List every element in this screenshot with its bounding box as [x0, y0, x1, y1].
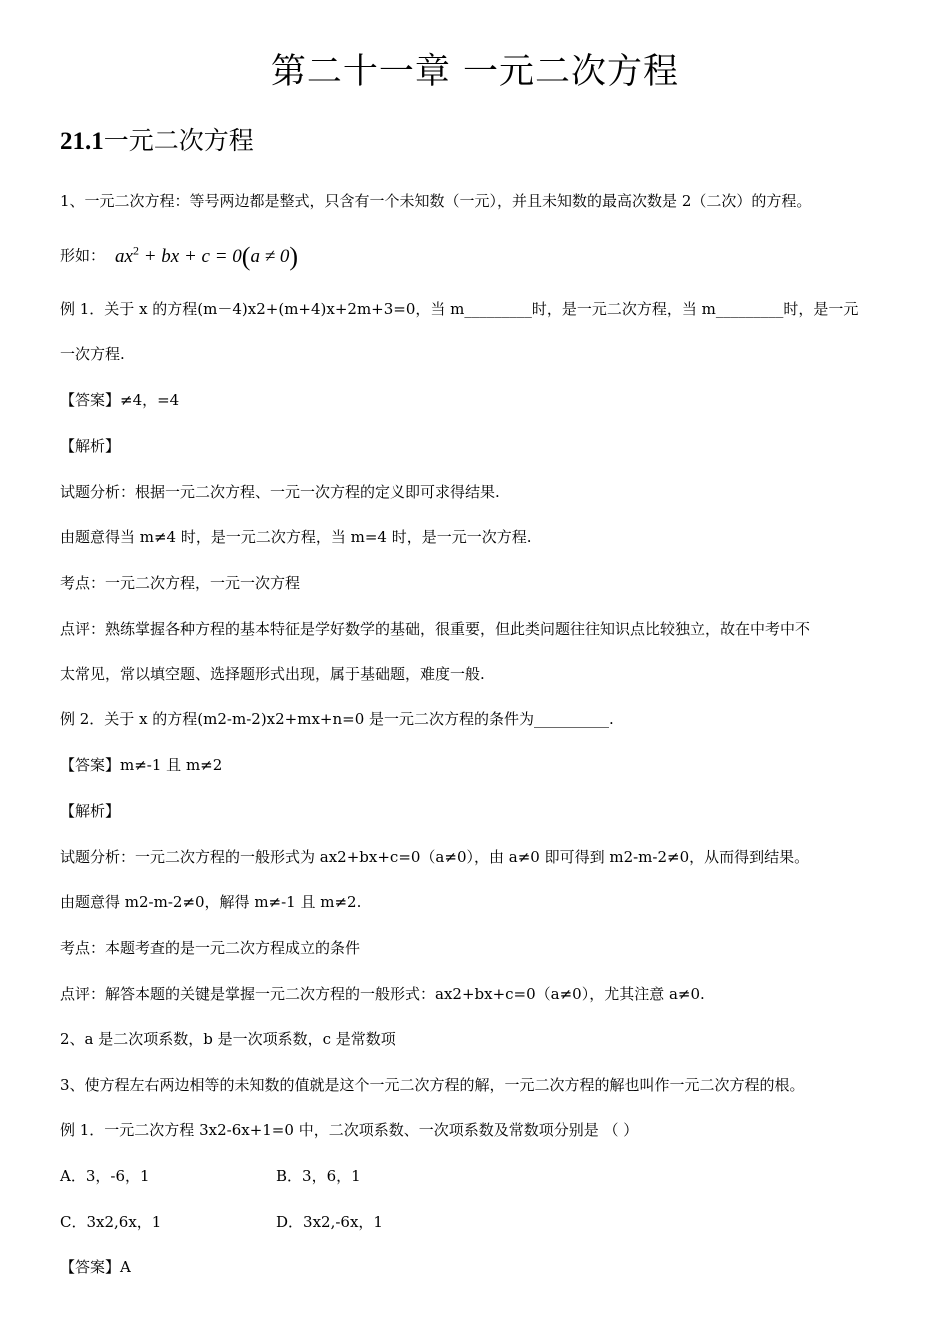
- formula-open-paren: (: [241, 242, 251, 272]
- example-2-question: 例 2．关于 x 的方程(m2-m-2)x2+mx+n=0 是一元二次方程的条件为__________.: [60, 710, 614, 728]
- formula-exponent: 2: [132, 244, 139, 258]
- definition-1: 1、一元二次方程：等号两边都是整式，只含有一个未知数（一元），并且未知数的最高次数是 2（二次）的方程。: [60, 192, 812, 210]
- section-heading: [60, 124, 254, 159]
- example-2-analysis-heading: 【解析】: [60, 802, 121, 820]
- general-form-line: [60, 240, 896, 272]
- example-3-question: 例 1．一元二次方程 3x2-6x+1=0 中，二次项系数、一次项系数及常数项分别是 （ ）: [60, 1121, 639, 1139]
- example-2-analysis-1: 试题分析：一元二次方程的一般形式为 ax2+bx+c=0（a≠0），由 a≠0 即可得到 m2-m-2≠0，从而得到结果。: [60, 848, 810, 866]
- formula-close-paren: ): [289, 242, 299, 272]
- example-2-comment: 点评：解答本题的关键是掌握一元二次方程的一般形式：ax2+bx+c=0（a≠0），尤其注意 a≠0.: [60, 985, 705, 1003]
- example-1-answer: 【答案】≠4，=4: [60, 391, 180, 409]
- formula-ax: ax: [115, 246, 133, 268]
- example-1-question-line-2: 一次方程.: [60, 345, 125, 363]
- choice-d: D．3x2,-6x，1: [276, 1213, 383, 1231]
- section-name: 一元二次方程: [103, 126, 254, 155]
- formula-rest: + bx + c = 0: [138, 246, 242, 268]
- example-1-analysis-2: 由题意得当 m≠4 时，是一元二次方程，当 m=4 时，是一元一次方程.: [60, 528, 532, 546]
- example-1-question-line-1: 例 1．关于 x 的方程(m－4)x2+(m+4)x+2m+3=0，当 m_________时，是一元二次方程，当 m_________时，是一元: [60, 300, 859, 318]
- example-1-comment-line-2: 太常见，常以填空题、选择题形式出现，属于基础题，难度一般.: [60, 665, 485, 683]
- general-form-formula: [115, 242, 299, 272]
- section-number: 21.1: [60, 128, 104, 155]
- definition-2: 2、a 是二次项系数，b 是一次项系数，c 是常数项: [60, 1030, 396, 1048]
- example-1-analysis-1: 试题分析：根据一元二次方程、一元一次方程的定义即可求得结果.: [60, 483, 500, 501]
- choices-row-1: [60, 1165, 896, 1187]
- formula-condition: a ≠ 0: [250, 246, 290, 268]
- example-2-analysis-2: 由题意得 m2-m-2≠0，解得 m≠-1 且 m≠2.: [60, 893, 362, 911]
- chapter-title: 第二十一章 一元二次方程: [270, 52, 680, 92]
- choice-b: B．3，6，1: [276, 1167, 361, 1185]
- example-2-answer: 【答案】m≠-1 且 m≠2: [60, 756, 223, 774]
- example-1-analysis-heading: 【解析】: [60, 437, 121, 455]
- example-1-key-point: 考点：一元二次方程，一元一次方程: [60, 574, 301, 592]
- choice-c: C．3x2,6x，1: [60, 1213, 162, 1231]
- choice-a: A．3，-6，1: [60, 1167, 150, 1185]
- definition-3: 3、使方程左右两边相等的未知数的值就是这个一元二次方程的解，一元二次方程的解也叫作一元二次方程的根。: [60, 1076, 805, 1094]
- example-3-answer: 【答案】A: [60, 1258, 131, 1276]
- general-form-label: 形如：: [60, 246, 106, 265]
- choices-row-2: [60, 1211, 896, 1233]
- example-2-key-point: 考点：本题考查的是一元二次方程成立的条件: [60, 939, 361, 957]
- example-1-comment-line-1: 点评：熟练掌握各种方程的基本特征是学好数学的基础，很重要，但此类问题往往知识点比较独立，故在中考中不: [60, 620, 811, 638]
